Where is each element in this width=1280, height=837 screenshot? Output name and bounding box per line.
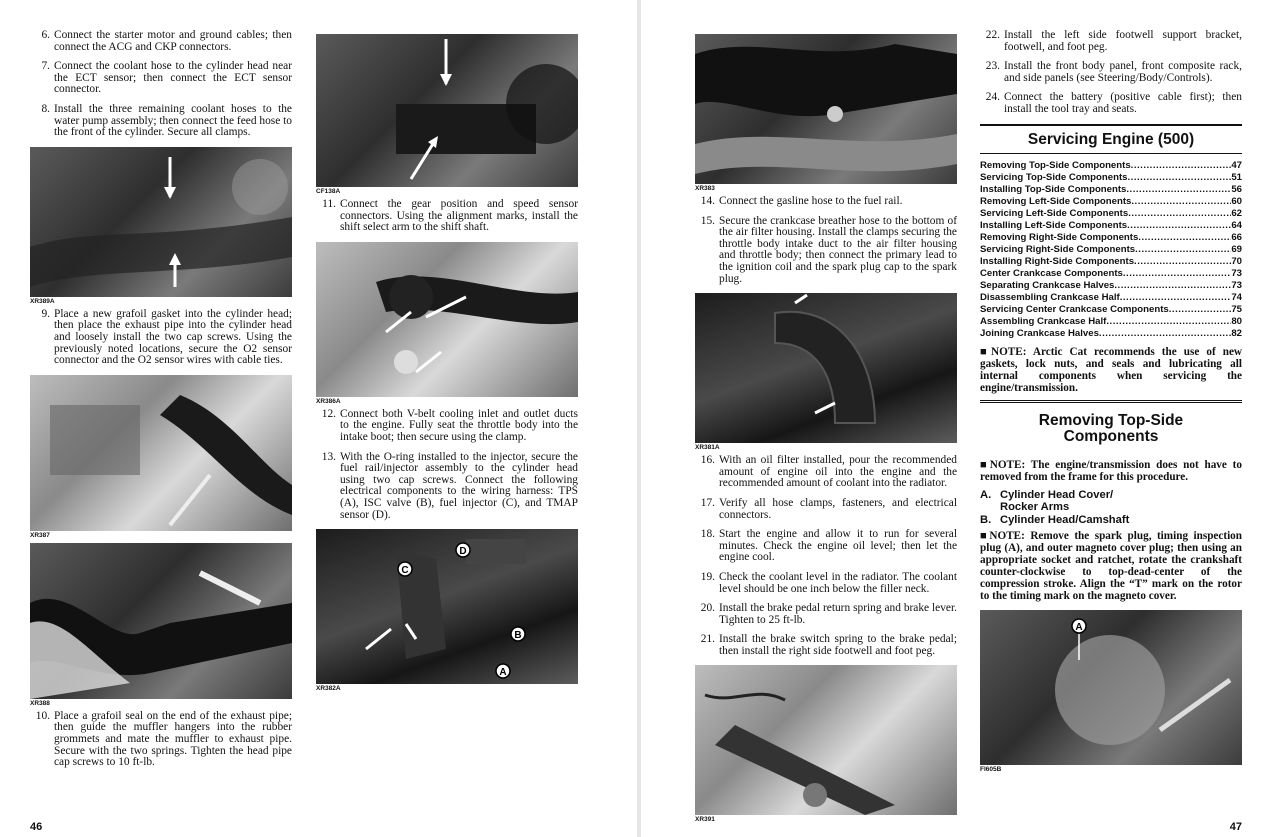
step-11: 11. Connect the gear position and speed sensor connectors. Using the alignment marks, install the shift select arm to the shift shaft. bbox=[322, 198, 578, 234]
photo-detail bbox=[695, 34, 957, 184]
photo-caption: FI605B bbox=[980, 766, 1002, 774]
step-12: 12. Connect both V-belt cooling inlet and outlet ducts to the engine. Fully seat the throttle body into the intake boot; then secure using the clamp. bbox=[321, 407, 578, 443]
callout-c bbox=[398, 562, 412, 576]
step-22: 22. Install the left side footwell support bracket, footwell, and foot peg. bbox=[985, 29, 1242, 53]
step-18: 18. Start the engine and allow it to run for several minutes. Check the engine oil level; then let the engine cool. bbox=[700, 528, 957, 564]
callout-d bbox=[456, 543, 470, 557]
engine-photo-xr387 bbox=[30, 375, 292, 531]
step-17: 17. Verify all hose clamps, fasteners, and electrical connectors. bbox=[700, 496, 957, 521]
toc-row[interactable]: Removing Right-Side Components ..... 66 bbox=[980, 232, 1242, 244]
photo-caption: XR391 bbox=[695, 816, 715, 824]
step-7: 7. Connect the coolant hose to the cylinder head near the ECT sensor; then connect the ECT sensor connector. bbox=[41, 60, 292, 96]
photo-callouts bbox=[980, 610, 1242, 765]
photo-detail bbox=[695, 665, 957, 815]
photo-caption: XR387 bbox=[30, 531, 50, 539]
photo-caption: CF138A bbox=[316, 188, 341, 195]
table-of-contents bbox=[980, 160, 1242, 340]
photo-caption: XR381A bbox=[695, 444, 720, 452]
callout-a bbox=[1072, 619, 1086, 633]
toc-row[interactable]: Removing Left-Side Components ..... 60 bbox=[980, 196, 1242, 208]
toc-row[interactable]: Removing Top-Side Components ..... 47 bbox=[980, 160, 1242, 172]
photo-caption: XR389A bbox=[30, 297, 55, 305]
engine-photo-xr389a bbox=[30, 147, 292, 297]
svg-text:D: D bbox=[459, 546, 467, 558]
engine-photo-xr382a bbox=[316, 529, 578, 684]
step-15: 15. Secure the crankcase breather hose to the bottom of the air filter housing. Install the clamps securing the throttle body intake duct to the air filter housing and throttle body; then connect the primary lead to the ignition coil and the spark plug cap to the spark plug. bbox=[700, 214, 957, 285]
right-page bbox=[641, 0, 1280, 837]
page-number: 46 bbox=[30, 821, 43, 833]
toc-row[interactable]: Servicing Right-Side Components ..... 69 bbox=[980, 244, 1242, 256]
svg-text:B: B bbox=[514, 630, 522, 642]
photo-caption: XR383 bbox=[695, 185, 715, 192]
step-14: 14. Connect the gasline hose to the fuel rail. bbox=[700, 195, 903, 207]
toc-row[interactable]: Installing Top-Side Components ..... 56 bbox=[980, 184, 1242, 196]
photo-arrows bbox=[695, 293, 957, 443]
engine-photo-fi605b bbox=[980, 610, 1242, 765]
toc-row[interactable]: Servicing Top-Side Components ..... 51 bbox=[980, 172, 1242, 184]
section-title-removing-top-side: Removing Top-Side Components bbox=[980, 400, 1242, 453]
toc-row[interactable]: Center Crankcase Components ..... 73 bbox=[980, 268, 1242, 280]
toc-row[interactable]: Joining Crankcase Halves ..... 82 bbox=[980, 328, 1242, 340]
toc-row[interactable]: Assembling Crankcase Half ..... 80 bbox=[980, 316, 1242, 328]
photo-arrows bbox=[316, 34, 578, 187]
subhead-a: A. Cylinder Head Cover/ Rocker Arms bbox=[980, 488, 1114, 514]
photo-caption: XR388 bbox=[30, 699, 50, 707]
left-page bbox=[0, 0, 637, 837]
photo-arrows bbox=[316, 242, 578, 397]
callout-a bbox=[496, 664, 510, 678]
photo-detail bbox=[30, 375, 292, 531]
step-13: 13. With the O-ring installed to the injector, secure the fuel rail/injector assembly to the cylinder head using two cap screws. Connect the following electrical components to the wiring harness: TPS (A), ISC valve (B), fuel injector (C), and TMAP sensor (D). bbox=[321, 450, 578, 521]
engine-photo-xr381a bbox=[695, 293, 957, 443]
section-title-servicing-engine: Servicing Engine (500) bbox=[980, 124, 1242, 154]
callout-b bbox=[511, 627, 525, 641]
step-9: 9. Place a new grafoil gasket into the cylinder head; then place the exhaust pipe into the cylinder head and loosely install the two cap screws. Using the previously noted locations, secure the O2 sensor connector and the O2 sensor wires with cable ties. bbox=[41, 307, 292, 367]
step-21: 21. Install the brake switch spring to the brake pedal; then install the right side footwell and foot peg. bbox=[700, 633, 957, 657]
photo-caption: XR386A bbox=[316, 397, 341, 405]
step-23: 23. Install the front body panel, front composite rack, and side panels (see Steering/Body/Controls). bbox=[985, 60, 1242, 84]
toc-row[interactable]: Servicing Left-Side Components ..... 62 bbox=[980, 208, 1242, 220]
svg-text:C: C bbox=[401, 565, 409, 577]
photo-detail bbox=[30, 543, 292, 699]
step-24: 24. Connect the battery (positive cable first); then install the tool tray and seats. bbox=[985, 91, 1242, 115]
engine-photo-xr386a bbox=[316, 242, 578, 397]
page-number: 47 bbox=[1229, 821, 1242, 833]
engine-photo-cf138a bbox=[316, 34, 578, 187]
right-column-2 bbox=[980, 30, 1242, 777]
step-10: 10. Place a grafoil seal on the end of the exhaust pipe; then guide the muffler hangers into the rubber grommets and mate the muffler to exhaust pipe. Secure with the two springs. Tighten the head pipe cap screws to 10 ft-lb. bbox=[35, 709, 292, 769]
left-column-2 bbox=[316, 34, 578, 696]
left-column-1 bbox=[30, 30, 292, 777]
step-19: 19. Check the coolant level in the radiator. The coolant level should be one inch below the filler neck. bbox=[700, 570, 957, 595]
photo-caption: XR382A bbox=[316, 685, 341, 693]
step-6: 6. Connect the starter motor and ground cables; then connect the ACG and CKP connectors. bbox=[41, 29, 292, 53]
engine-photo-xr388 bbox=[30, 543, 292, 699]
toc-row[interactable]: Disassembling Crankcase Half ..... 74 bbox=[980, 292, 1242, 304]
toc-row[interactable]: Installing Right-Side Components ..... 70 bbox=[980, 256, 1242, 268]
step-8: 8. Install the three remaining coolant hoses to the water pump assembly; then connect the feed hose to the front of the cylinder. Secure all clamps. bbox=[41, 102, 292, 139]
toc-row[interactable]: Servicing Center Crankcase Components ..... 75 bbox=[980, 304, 1242, 316]
engine-photo-xr391 bbox=[695, 665, 957, 815]
step-20: 20. Install the brake pedal return spring and brake lever. Tighten to 25 ft-lb. bbox=[700, 602, 957, 626]
photo-callouts bbox=[316, 529, 578, 684]
note-engine-not-removed: ■NOTE: The engine/transmission does not have to removed from the frame for this procedure. bbox=[980, 458, 1242, 483]
toc-row[interactable]: Separating Crankcase Halves ..... 73 bbox=[980, 280, 1242, 292]
note-arctic-cat-recommends: ■NOTE: Arctic Cat recommends the use of new gaskets, lock nuts, and seals and lubricating all internal components when servicing the engine/transmission. bbox=[980, 345, 1242, 394]
note-remove-spark-plug: ■NOTE: Remove the spark plug, timing inspection plug (A), and outer magneto cover plug; then using an appropriate socket and ratchet, rotate the crankshaft counter-clockwise to top-dead-center of the compression stroke. Align the “T” mark on the rotor to the timing mark on the magneto cover. bbox=[980, 530, 1242, 603]
engine-photo-xr383 bbox=[695, 34, 957, 184]
right-column-1 bbox=[695, 34, 957, 827]
photo-arrows bbox=[30, 147, 292, 297]
subhead-b: B. Cylinder Head/Camshaft bbox=[980, 513, 1130, 526]
svg-text:A: A bbox=[1075, 622, 1083, 634]
toc-row[interactable]: Installing Left-Side Components ..... 64 bbox=[980, 220, 1242, 232]
step-16: 16. With an oil filter installed, pour the recommended amount of engine oil into the engine and the recommended amount of coolant into the radiator. bbox=[700, 454, 957, 490]
svg-text:A: A bbox=[499, 667, 507, 679]
